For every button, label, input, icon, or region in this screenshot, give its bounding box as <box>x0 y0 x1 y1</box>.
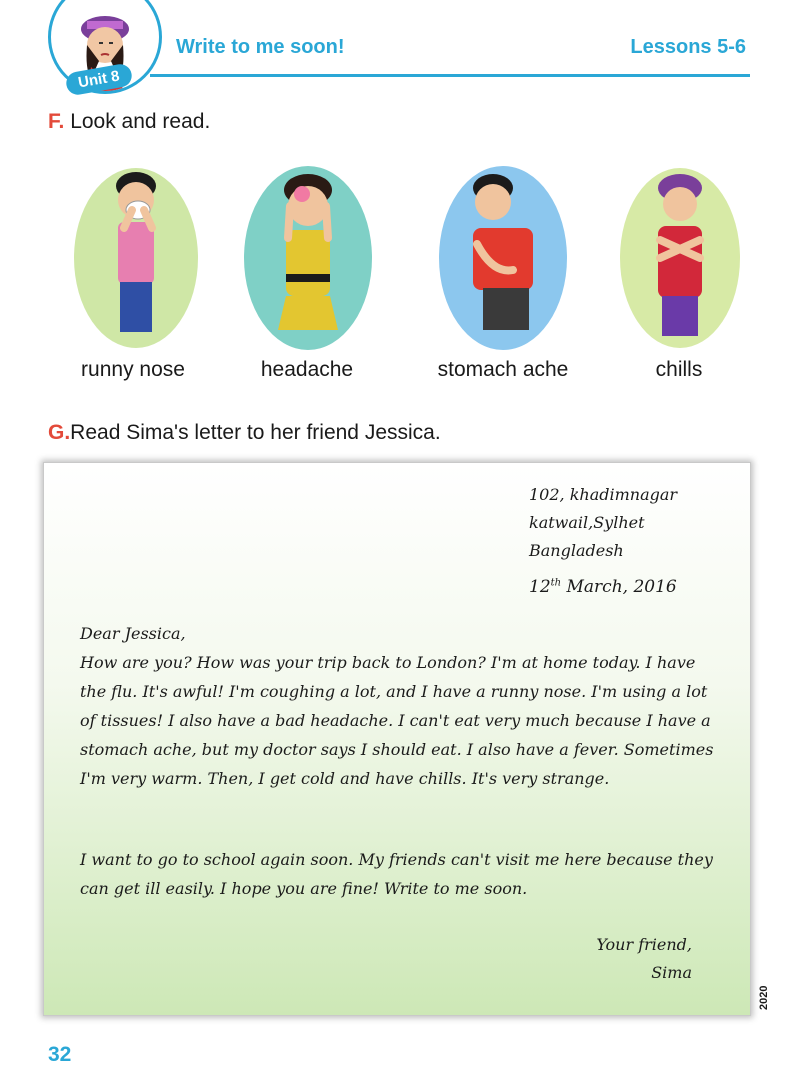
section-g-title: Read Sima's letter to her friend Jessica. <box>70 421 441 444</box>
header-title: Write to me soon! <box>176 36 345 58</box>
letter-paragraph-2: I want to go to school again soon. My friends can't visit me here because they can get ill easily. I hope you are fine! Write to me soon. <box>80 850 713 898</box>
section-f-letter: F. <box>48 110 65 133</box>
date-day: 12 <box>529 577 551 597</box>
letter-greeting: Dear Jessica, <box>80 624 186 643</box>
unit-label: Unit 8 <box>65 62 134 96</box>
address-line-3: Bangladesh <box>529 541 624 560</box>
caption-runny-nose: runny nose <box>81 358 185 381</box>
section-f-heading <box>48 110 210 134</box>
letter-signature: Sima <box>651 963 692 982</box>
section-f-title: Look and read. <box>70 110 211 133</box>
letter-closing: Your friend, <box>596 935 692 954</box>
caption-headache: headache <box>260 358 354 381</box>
caption-stomach-ache: stomach ache <box>437 358 569 381</box>
stomach-ache-illustration <box>433 158 573 358</box>
date-rest: March, 2016 <box>561 577 677 597</box>
caption-chills: chills <box>655 358 703 381</box>
section-g-letter: G. <box>48 421 71 444</box>
header-lessons: Lessons 5-6 <box>630 36 746 58</box>
runny-nose-illustration <box>66 158 206 358</box>
section-g-heading <box>48 421 441 445</box>
year-label: 2020 <box>758 985 770 1010</box>
headache-illustration <box>238 158 378 358</box>
header-rule <box>150 74 750 77</box>
address-line-1: 102, khadimnagar <box>529 485 678 504</box>
letter-paragraph-1: How are you? How was your trip back to London? I'm at home today. I have the flu. It's awful! I'm coughing a lot, and I have a runny nose. I'm using a lot of tissues! I also have a bad headache. I can't eat very much because I have a stomach ache, but my doctor says I should eat. I also have a fever. Sometimes I'm very warm. Then, I get cold and have chills. It's very strange. <box>80 653 714 788</box>
date-suffix: th <box>550 577 562 589</box>
page-number: 32 <box>48 1043 72 1066</box>
letter-card <box>43 462 751 1016</box>
letter-date <box>529 577 677 597</box>
chills-illustration <box>610 158 750 358</box>
address-line-2: katwail,Sylhet <box>529 513 645 532</box>
